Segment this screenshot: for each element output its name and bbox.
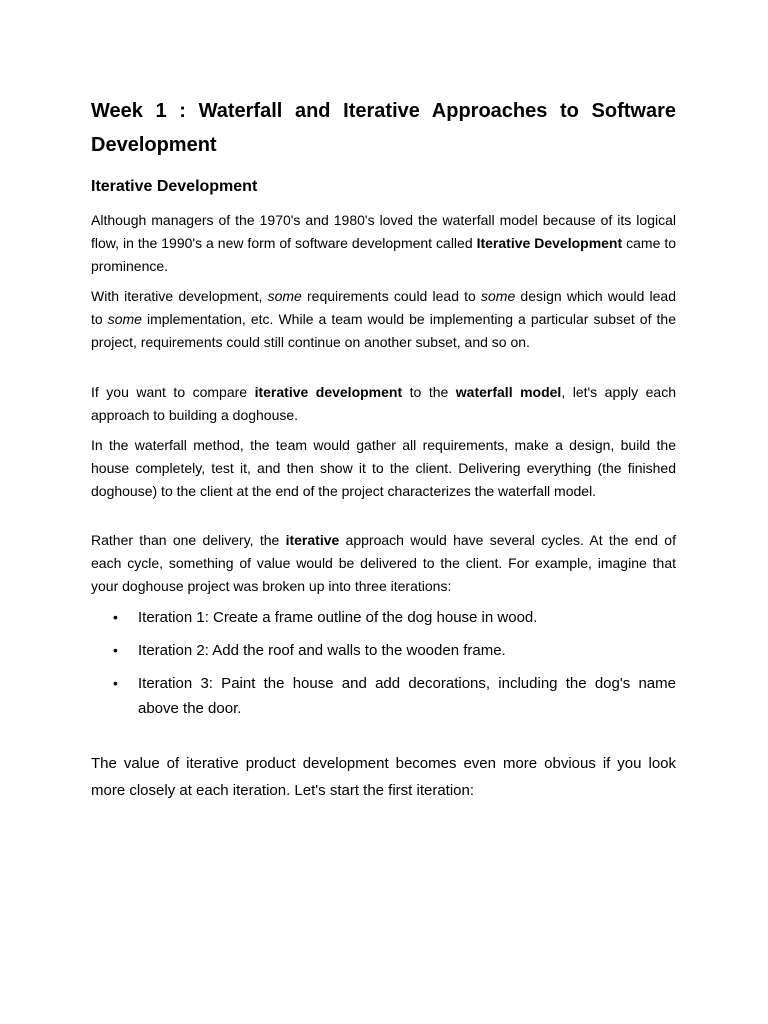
iteration-2-text: Iteration 2: Add the roof and walls to the wooden frame. (138, 642, 506, 659)
waterfall-paragraph: In the waterfall method, the team would gather all requirements, make a design, build the house completely, test it, and then show it to the client. Delivering everything (the finished doghouse) to the client at the end of the project characterizes the waterfall model. (91, 437, 676, 499)
compare-paragraph (91, 381, 676, 427)
document-title: Week 1 : Waterfall and Iterative Approaches to Software Development (91, 100, 676, 156)
closing-paragraph: The value of iterative product development becomes even more obvious if you look more closely at each iteration. Let's start the first iteration: (91, 755, 676, 799)
compare-bold-2: waterfall model (455, 384, 562, 400)
compare-text-3: , let's apply each approach to building a doghouse. (91, 384, 676, 423)
document-page (91, 94, 676, 804)
iterative-text-4: implementation, etc. While a team would be implementing a particular subset of the project, requirements could still continue on another subset, and so on. (91, 311, 676, 350)
rather-bold-1: iterative (285, 532, 340, 548)
iteration-3-text: Iteration 3: Paint the house and add decorations, including the dog's name above the door. (138, 675, 676, 717)
intro-text-1: Although managers of the 1970's and 1980's loved the waterfall model because of its logical flow, in the 1990's a new form of software development called (91, 212, 676, 251)
iterative-paragraph (91, 285, 676, 354)
bullet-icon: • (113, 609, 118, 625)
bullet-icon: • (113, 642, 118, 658)
intro-bold-term: Iterative Development (476, 235, 623, 251)
list-item (91, 671, 676, 721)
bullet-icon: • (113, 675, 118, 691)
compare-text-2: to the (402, 384, 456, 400)
rather-text-2: approach would have several cycles. At the end of each cycle, something of value would be delivered to the client. For example, imagine that your doghouse project was broken up into three iterations: (91, 532, 676, 594)
iterative-approach-paragraph (91, 529, 676, 598)
list-item (91, 605, 676, 630)
compare-bold-1: iterative development (254, 384, 403, 400)
iterative-emphasis-3: some (107, 311, 142, 327)
compare-text-1: If you want to compare (91, 384, 255, 400)
iterative-text-1: With iterative development, (91, 288, 268, 304)
intro-text-2: came to prominence. (91, 235, 676, 274)
list-item (91, 638, 676, 663)
iteration-1-text: Iteration 1: Create a frame outline of the dog house in wood. (138, 609, 538, 626)
section-heading: Iterative Development (91, 178, 258, 195)
iterations-list (91, 605, 676, 721)
iterative-text-3: design which would lead to (91, 288, 677, 327)
iterative-emphasis-1: some (267, 288, 302, 304)
rather-text-1: Rather than one delivery, the (91, 532, 286, 548)
iterative-text-2: requirements could lead to (301, 288, 481, 304)
intro-paragraph (91, 209, 676, 278)
iterative-emphasis-2: some (481, 288, 516, 304)
